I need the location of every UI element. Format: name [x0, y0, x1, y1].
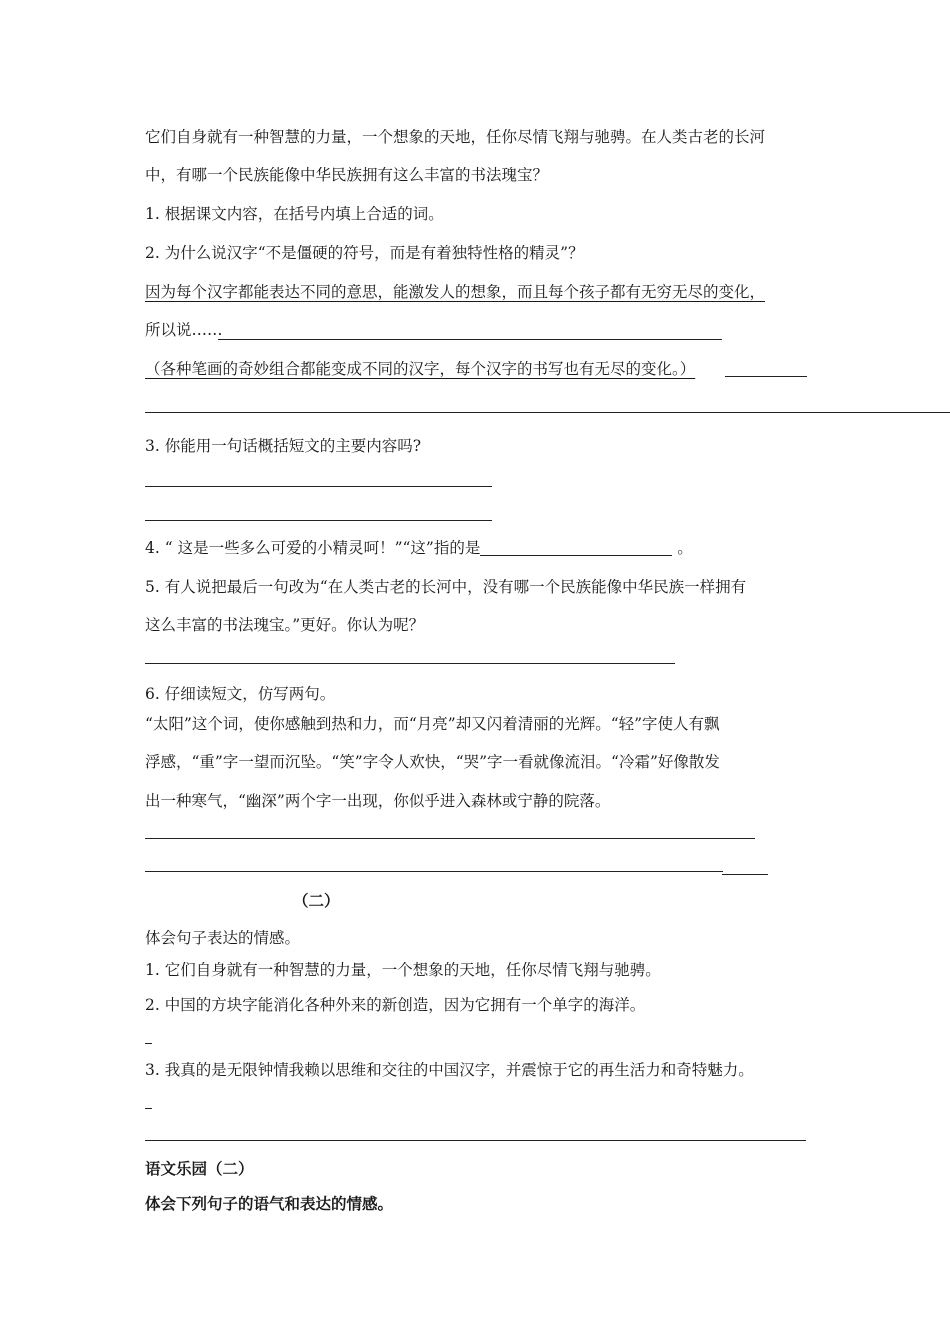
q6-text-line-2: 浮感，“重”字一望而沉坠。“笑”字令人欢快，“哭”字一看就像流泪。“冷霜”好像散发 [145, 753, 720, 771]
answer-mark [145, 1043, 152, 1044]
answer-line [145, 838, 755, 839]
answer-2-line-2: 所以说…… [145, 321, 223, 339]
answer-mark [145, 1108, 152, 1109]
question-2: 2. 为什么说汉字“不是僵硬的符号，而是有着独特性格的精灵”？ [145, 244, 584, 262]
fill-blank[interactable] [480, 539, 672, 556]
sentence-1: 1. 它们自身就有一种智慧的力量，一个想象的天地，任你尽情飞翔与驰骋。 [145, 961, 661, 979]
answer-line [145, 520, 492, 521]
answer-line [145, 1140, 806, 1141]
answer-2-line-1: 因为每个汉字都能表达不同的意思，能激发人的想象，而且每个孩子都有无穷无尽的变化， [145, 283, 766, 301]
sentence-3: 3. 我真的是无限钟情我赖以思维和交往的中国汉字，并震惊于它的再生活力和奇特魅力。 [145, 1061, 754, 1079]
question-5-line-2: 这么丰富的书法瑰宝。”更好。你认为呢？ [145, 616, 425, 634]
question-4-end: 。 [672, 539, 693, 557]
answer-line [725, 376, 807, 377]
section-heading: （二） [293, 892, 340, 910]
question-4 [145, 538, 693, 558]
answer-line [145, 412, 950, 413]
answer-line [145, 486, 492, 487]
q6-text-line-3: 出一种寒气，“幽深”两个字一出现，你似乎进入森林或宁静的院落。 [145, 792, 611, 810]
q6-text-line-1: “太阳”这个词，使你感触到热和力，而“月亮”却又闪着清丽的光辉。“轻”字使人有飘 [145, 715, 720, 733]
section-instruction: 体会句子表达的情感。 [145, 929, 301, 947]
passage-line-2: 中，有哪一个民族能像中华民族拥有这么丰富的书法瑰宝？ [145, 166, 549, 184]
answer-2-line-3: （各种笔画的奇妙组合都能变成不同的汉字，每个汉字的书写也有无尽的变化。） [145, 360, 696, 378]
answer-line [145, 663, 675, 664]
sentence-2: 2. 中国的方块字能消化各种外来的新创造，因为它拥有一个单字的海洋。 [145, 996, 646, 1014]
section-heading: 语文乐园（二） [145, 1160, 254, 1178]
answer-line [218, 339, 722, 340]
question-5-line-1: 5. 有人说把最后一句改为“在人类古老的长河中，没有哪一个民族能像中华民族一样拥有 [145, 578, 747, 596]
section-instruction: 体会下列句子的语气和表达的情感。 [145, 1195, 394, 1213]
passage-line-1: 它们自身就有一种智慧的力量，一个想象的天地，任你尽情飞翔与驰骋。在人类古老的长河 [145, 128, 766, 146]
question-4-text: 4. “ 这是一些多么可爱的小精灵呵！”“这”指的是 [145, 539, 481, 557]
answer-line [145, 871, 723, 872]
question-6: 6. 仔细读短文，仿写两句。 [145, 685, 336, 703]
question-3: 3. 你能用一句话概括短文的主要内容吗? [145, 437, 422, 455]
answer-line [722, 874, 768, 875]
question-1: 1. 根据课文内容，在括号内填上合适的词。 [145, 205, 444, 223]
